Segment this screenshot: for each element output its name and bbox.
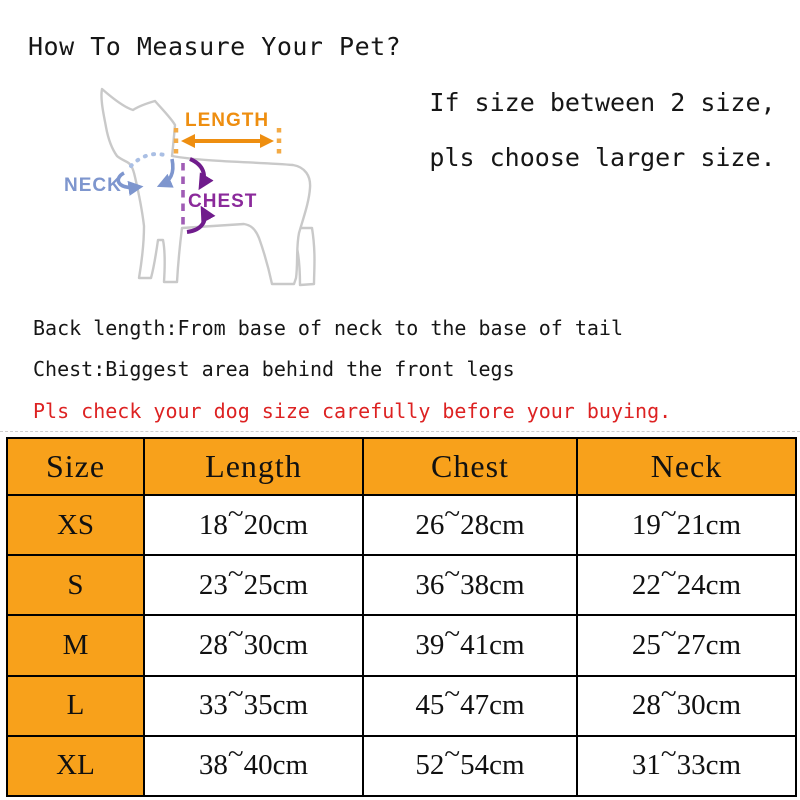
length-cell: 28~30cm [144,615,363,675]
table-row [7,615,796,675]
chest-cell: 36~38cm [363,555,577,615]
back-length-note: Back length:From base of neck to the base of tail [33,316,624,340]
page-title: How To Measure Your Pet? [28,32,402,61]
neck-cell: 25~27cm [577,615,796,675]
table-row [7,555,796,615]
header-chest: Chest [363,438,577,495]
chest-label: CHEST [188,191,258,212]
table-row [7,676,796,736]
size-cell: XL [7,736,144,796]
size-advice-line1: If size between 2 size, [429,88,776,117]
chest-note: Chest:Biggest area behind the front legs [33,357,515,381]
chest-cell: 39~41cm [363,615,577,675]
neck-cell: 28~30cm [577,676,796,736]
length-cell: 38~40cm [144,736,363,796]
neck-cell: 22~24cm [577,555,796,615]
length-cell: 33~35cm [144,676,363,736]
length-cell: 18~20cm [144,495,363,555]
size-table [6,437,797,797]
chest-cell: 52~54cm [363,736,577,796]
neck-cell: 31~33cm [577,736,796,796]
header-length: Length [144,438,363,495]
table-row [7,495,796,555]
size-cell: L [7,676,144,736]
size-cell: S [7,555,144,615]
size-cell: XS [7,495,144,555]
divider-line [0,431,800,432]
length-cell: 23~25cm [144,555,363,615]
warning-note: Pls check your dog size carefully before your buying. [33,399,672,423]
neck-cell: 19~21cm [577,495,796,555]
size-cell: M [7,615,144,675]
chest-cell: 45~47cm [363,676,577,736]
length-label: LENGTH [185,110,270,131]
header-neck: Neck [577,438,796,495]
size-advice-line2: pls choose larger size. [429,143,776,172]
header-size: Size [7,438,144,495]
table-header-row [7,438,796,495]
table-row [7,736,796,796]
chest-cell: 26~28cm [363,495,577,555]
neck-label: NECK [64,175,122,196]
measure-diagram [55,78,405,313]
length-arrowhead-left [181,134,195,148]
length-arrowhead-right [260,134,274,148]
